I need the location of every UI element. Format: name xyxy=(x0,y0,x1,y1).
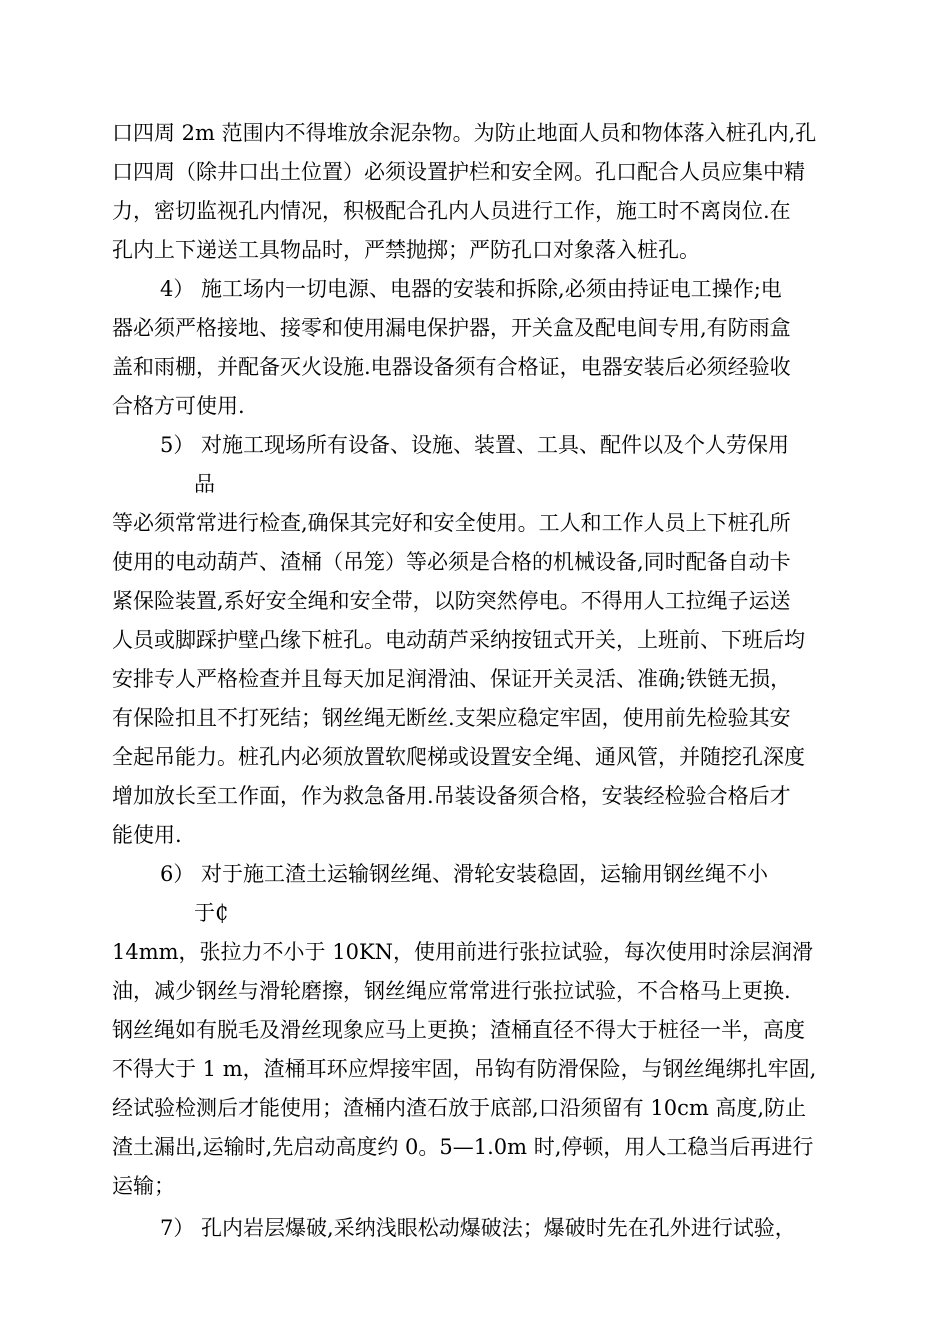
text-line: 14mm，张拉力不小于 10KN，使用前进行张拉试验，每次使用时涂层润滑 xyxy=(112,940,814,964)
text-line: 全起吊能力。桩孔内必须放置软爬梯或设置安全绳、通风管，并随挖孔深度 xyxy=(112,745,805,769)
text-line: 力，密切监视孔内情况，积极配合孔内人员进行工作，施工时不离岗位.在 xyxy=(112,199,791,223)
list-item-heading: 5） 对施工现场所有设备、设施、装置、工具、配件以及个人劳保用 xyxy=(160,433,790,457)
list-item-heading: 7） 孔内岩层爆破,采纳浅眼松动爆破法；爆破时先在孔外进行试验， xyxy=(160,1216,796,1240)
text-line: 器必须严格接地、接零和使用漏电保护器，开关盒及配电间专用,有防雨盒 xyxy=(112,316,791,340)
text-line: 渣土漏出,运输时,先启动高度约 0。5—1.0m 时,停顿，用人工稳当后再进行 xyxy=(112,1135,814,1159)
text-line: 等必须常常进行检查,确保其完好和安全使用。工人和工作人员上下桩孔所 xyxy=(112,511,791,535)
text-line: 运输； xyxy=(112,1174,175,1198)
list-item-heading: 4） 施工场内一切电源、电器的安装和拆除,必须由持证电工操作;电 xyxy=(160,277,782,301)
text-line: 口四周 2m 范围内不得堆放余泥杂物。为防止地面人员和物体落入桩孔内,孔 xyxy=(112,121,817,145)
text-line: 口四周（除井口出土位置）必须设置护栏和安全网。孔口配合人员应集中精 xyxy=(112,160,805,184)
text-line: 安排专人严格检查并且每天加足润滑油、保证开关灵活、准确;铁链无损， xyxy=(112,667,792,691)
text-line: 紧保险装置,系好安全绳和安全带，以防突然停电。不得用人工拉绳子运送 xyxy=(112,589,791,613)
text-line: 钢丝绳如有脱毛及滑丝现象应马上更换；渣桶直径不得大于桩径一半，高度 xyxy=(112,1018,805,1042)
text-line: 油，减少钢丝与滑轮磨擦，钢丝绳应常常进行张拉试验，不合格马上更换. xyxy=(112,979,791,1003)
text-line: 不得大于 1 m，渣桶耳环应焊接牢固，吊钩有防滑保险，与钢丝绳绑扎牢固, xyxy=(112,1057,817,1081)
text-line: 有保险扣且不打死结；钢丝绳无断丝.支架应稳定牢固，使用前先检验其安 xyxy=(112,706,791,730)
text-line: 经试验检测后才能使用；渣桶内渣石放于底部,口沿须留有 10cm 高度,防止 xyxy=(112,1096,807,1120)
text-line: 盖和雨棚，并配备灭火设施.电器设备须有合格证，电器安装后必须经验收 xyxy=(112,355,791,379)
text-line: 于₵ xyxy=(194,901,229,925)
text-line: 合格方可使用. xyxy=(112,394,245,418)
text-line: 增加放长至工作面，作为救急备用.吊装设备须合格，安装经检验合格后才 xyxy=(112,784,791,808)
text-line: 品 xyxy=(194,472,215,496)
text-line: 能使用. xyxy=(112,823,182,847)
text-line: 孔内上下递送工具物品时，严禁抛掷；严防孔口对象落入桩孔。 xyxy=(112,238,700,262)
text-line: 人员或脚踩护壁凸缘下桩孔。电动葫芦采纳按钮式开关，上班前、下班后均 xyxy=(112,628,805,652)
list-item-heading: 6） 对于施工渣土运输钢丝绳、滑轮安装稳固，运输用钢丝绳不小 xyxy=(160,862,769,886)
text-line: 使用的电动葫芦、渣桶（吊笼）等必须是合格的机械设备,同时配备自动卡 xyxy=(112,550,791,574)
